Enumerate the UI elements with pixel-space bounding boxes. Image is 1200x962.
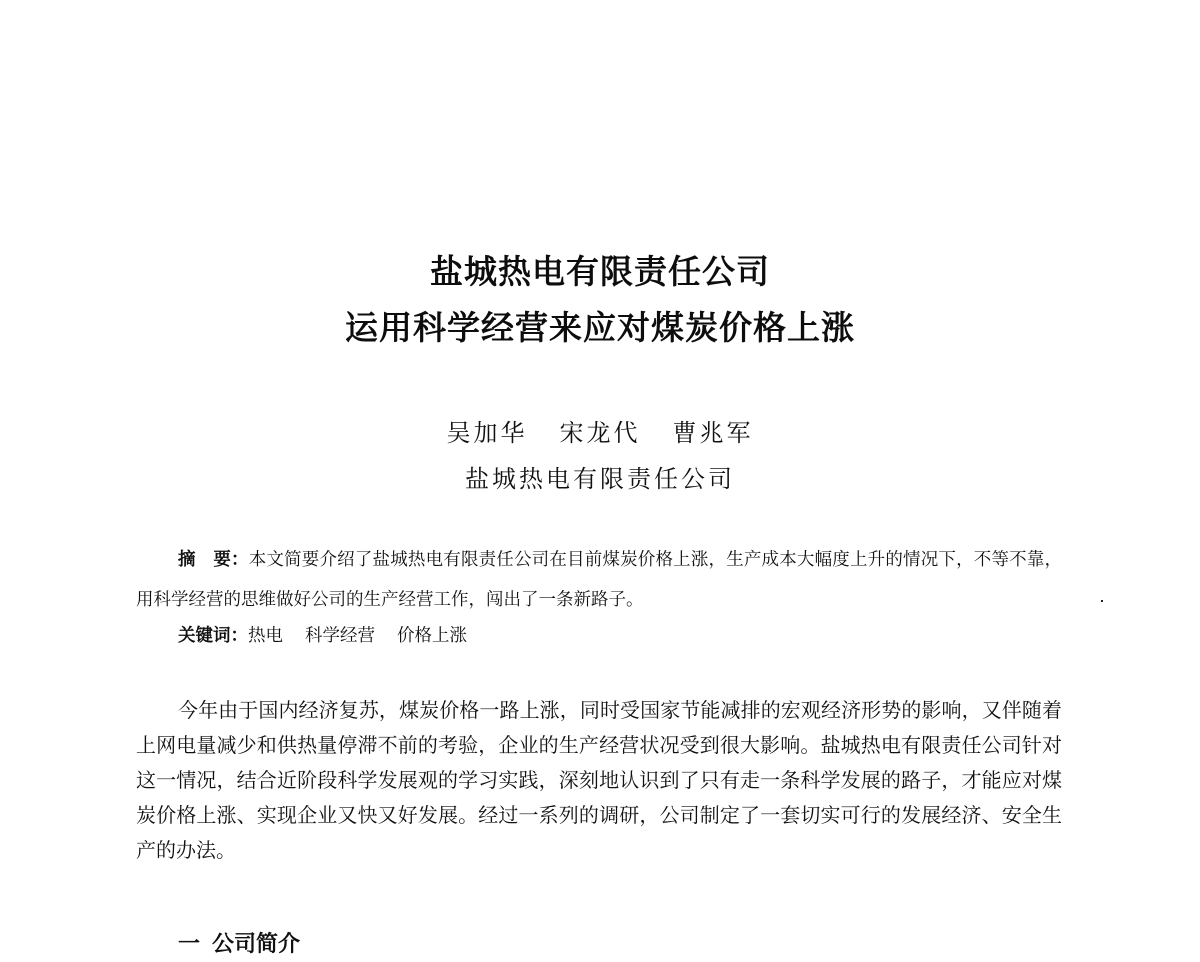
title-line-1: 盐城热电有限责任公司 — [430, 252, 770, 291]
paper-title — [0, 244, 1200, 356]
section-number: 一 — [178, 932, 201, 957]
section-title: 公司简介 — [212, 932, 301, 957]
keywords — [178, 616, 489, 656]
keyword: 科学经营 — [305, 626, 375, 646]
scan-speck — [1101, 600, 1103, 602]
author-name: 宋龙代 — [559, 419, 641, 447]
keyword: 价格上涨 — [397, 626, 467, 646]
title-line-2: 运用科学经营来应对煤炭价格上涨 — [345, 308, 855, 347]
author-name: 曹兆军 — [672, 419, 754, 447]
abstract — [136, 540, 1062, 620]
keywords-label: 关键词： — [178, 626, 248, 646]
section-heading — [178, 928, 300, 962]
body-paragraph: 今年由于国内经济复苏，煤炭价格一路上涨，同时受国家节能减排的宏观经济形势的影响，又伴随着上网电量减少和供热量停滞不前的考验，企业的生产经营状况受到很大影响。盐城热电有限责任公司针对这一情况，结合近阶段科学发展观的学习实践，深刻地认识到了只有走一条科学发展的路子，才能应对煤炭价格上涨、实现企业又快又好发展。经过一系列的调研，公司制定了一套切实可行的发展经济、安全生产的办法。 — [136, 698, 1062, 862]
author-affiliation: 盐城热电有限责任公司 — [465, 465, 735, 493]
abstract-text: 本文简要介绍了盐城热电有限责任公司在目前煤炭价格上涨，生产成本大幅度上升的情况下，不等不靠，用科学经营的思维做好公司的生产经营工作，闯出了一条新路子。 — [136, 550, 1062, 610]
keyword: 热电 — [248, 626, 283, 646]
author-list — [0, 412, 1200, 454]
abstract-label: 摘 要： — [178, 550, 249, 570]
author-name: 吴加华 — [446, 419, 528, 447]
